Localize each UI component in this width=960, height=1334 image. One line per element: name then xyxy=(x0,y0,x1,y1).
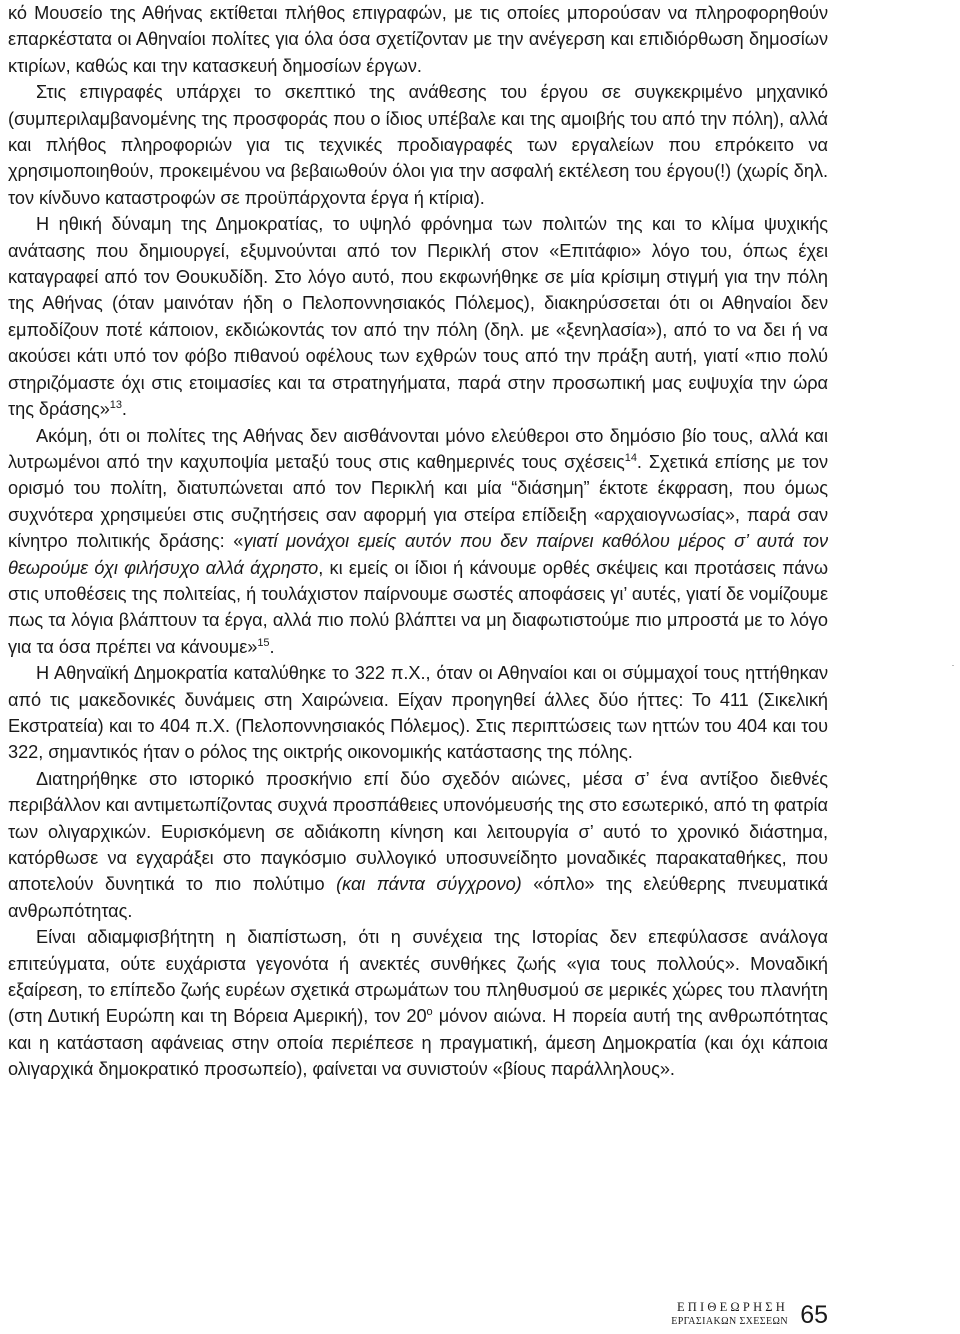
text-run: . Σχετικά επίσης με τον ορισμό του πολίτη, διατυπώνεται από τον Περικλή και μία “διάσημη” έκτοτε έκφραση, που όμως συχνότερα χρησιμεύει στις συζητήσεις σαν αφορμή για στείρα επίδειξη «αρχαιογνωσίας», παρά σαν κίνητρο πολιτικής δράσης: « xyxy=(8,451,828,552)
text-run: Διατηρήθηκε στο ιστορικό προσκήνιο επί δύο σχεδόν αιώνες, μέσα σ’ ένα αντίξοο διεθνές περιβάλλον και αντιμετωπίζοντας συχνά προσπάθειες υπονόμευσής της στο εσωτερικό, από τη φατρία των ολιγαρχικών. Ευρισκόμενη σε αδιάκοπη κίνηση και λειτουργία σ’ αυτό το χρονικό διάστημα, κατόρθωσε να εγχαράξει στο παγκόσμιο συλλογικό υποσυνείδητο μοναδικές παρακαταθήκες, που αποτελούν δυνητικά το πιο πολύτιμο xyxy=(8,768,828,895)
footnote-ref: 13 xyxy=(109,399,122,412)
footnote-ref: 15 xyxy=(257,636,270,649)
page-footer xyxy=(668,1298,828,1332)
page-number: 65 xyxy=(800,1301,828,1329)
paragraph xyxy=(8,0,828,79)
text-run: μόνον αιώνα. Η πορεία αυτή της ανθρωπότητας και η κατάσταση αφάνειας στην οποία περιέπεσε η πραγματική, άμεση Δημοκρατία (και όχι κάποια ολιγαρχικά δημοκρατικό προσωπείο), φαίνεται να συνιστούν «βίους παράλληλους». xyxy=(8,1006,828,1080)
paragraph xyxy=(8,423,828,661)
text-run: κό Μουσείο της Αθήνας εκτίθεται πλήθος επιγραφών, με τις οποίες μπορούσαν να πληροφορηθούν επαρκέστατα οι Αθηναίοι πολίτες για όλα όσα σχετίζονταν με την ανέγερση και επιδιόρθωση δημοσίων κτιρίων, καθώς και την κατασκευή δημοσίων έργων. xyxy=(8,3,828,76)
footnote-ref: 14 xyxy=(624,451,637,464)
paragraph xyxy=(8,766,828,924)
paragraph xyxy=(8,211,828,422)
text-run: . xyxy=(269,636,275,657)
text-run: , κι εμείς οι ίδιοι ή κάνουμε ορθές σκέψεις και προτάσεις πάνω στις υποθέσεις της πολιτείας, ή τουλάχιστον παίρνουμε σωστές αποφάσεις γι’ αυτές, γιατί δε νομίζουμε πως τα λόγια βλάπτουν τα έργα, αλλά πιο πολύ βλάπτει να μη διαφωτιστούμε πιο μπροστά με το λόγο για τα όσα πρέπει να κάνουμε» xyxy=(8,557,829,657)
text-run: «όπλο» της ελεύθερης πνευματικά ανθρωπότητας. xyxy=(8,874,828,921)
italic-run: γιατί μονάχοι εμείς αυτόν που δεν παίρνει καθόλου μέρος σ’ αυτά τον θεωρούμε όχι φιλήσυχο αλλά άχρηστο xyxy=(8,531,828,578)
italic-run: (και πάντα σύγχρονο) xyxy=(336,874,522,895)
article-body xyxy=(8,0,828,1083)
paragraph xyxy=(8,79,828,211)
journal-title-line2: ΕΡΓΑΣΙΑΚΩΝ ΣΧΕΣΕΩΝ xyxy=(671,1316,788,1327)
text-run: . xyxy=(121,399,127,420)
scan-speck xyxy=(952,665,954,666)
text-run: Στις επιγραφές υπάρχει το σκεπτικό της ανάθεσης του έργου σε συγκεκριμένο μηχανικό (συμπεριλαμβανομένης της προσφοράς που ο ίδιος υπέβαλε και της αμοιβής του από την πόλη), αλλά και πλήθος πληροφοριών για τις τεχνικές προδιαγραφές των εργαλείων που επρόκειτο να χρησιμοποιηθούν, προκειμένου να βεβαιωθούν όλοι για την ασφαλή εκτέλεση του έργου(!) (χωρίς δηλ. τον κίνδυνο καταστροφών σε προϋπάρχοντα έργα ή κτίρια). xyxy=(8,82,828,208)
journal-title-line1: ΕΠΙΘΕΩΡΗΣΗ xyxy=(676,1300,788,1314)
text-run: Είναι αδιαμφισβήτητη η διαπίστωση, ότι η συνέχεια της Ιστορίας δεν επεφύλασσε ανάλογα επιτεύγματα, ούτε ευχάριστα γεγονότα ή ανεκτές συνθήκες ζωής «για τους πολλούς». Μοναδική εξαίρεση, το επίπεδο ζωής ευρέων σχετικά στρωμάτων του πληθυσμού σε μερικές χώρες του πλανήτη (στη Δυτική Ευρώπη και τη Βόρεια Αμερική), τον 20 xyxy=(8,927,828,1027)
paragraph xyxy=(8,924,828,1082)
text-run: Η ηθική δύναμη της Δημοκρατίας, το υψηλό φρόνημα των πολιτών της και το κλίμα ψυχικής ανάτασης που δημιουργεί, εξυμνούνται από τον Περικλή στον «Επιτάφιο» λόγο του, όπως έχει καταγραφεί από τον Θουκυδίδη. Στο λόγο αυτό, που εκφωνήθηκε σε μία κρίσιμη στιγμή για την πόλη της Αθήνας (όταν μαινόταν ήδη ο Πελοποννησιακός Πόλεμος), διακηρύσσεται ότι οι Αθηναίοι δεν εμποδίζουν ποτέ κάποιον, εκδιώκοντάς τον από την πόλη (δηλ. με «ξενηλασία»), από το να δει ή να ακούσει κάτι υπό τον φόβο πιθανού οφέλους των εχθρών τους από την πράξη αυτή, γιατί «πιο πολύ στηριζόμαστε όχι στις ετοιμασίες και τα στρατηγήματα, παρά στην προσωπική μας ευψυχία την ώρα της δράσης» xyxy=(8,214,828,420)
paragraph xyxy=(8,660,828,766)
footnote-ref: ο xyxy=(426,1006,433,1019)
text-run: Η Αθηναϊκή Δημοκρατία καταλύθηκε το 322 π.Χ., όταν οι Αθηναίοι και οι σύμμαχοί τους ηττήθηκαν από τις μακεδονικές δυνάμεις στη Χαιρώνεια. Είχαν προηγηθεί άλλες δύο ήττες: Το 411 (Σικελική Εκστρατεία) και το 404 π.Χ. (Πελοποννησιακός Πόλεμος). Στις περιπτώσεις των ηττών του 404 και του 322, σημαντικός ήταν ο ρόλος της οικτρής οικονομικής κατάστασης της πόλης. xyxy=(8,663,828,763)
text-run: Ακόμη, ότι οι πολίτες της Αθήνας δεν αισθάνονται μόνο ελεύθεροι στο δημόσιο βίο τους, αλλά και λυτρωμένοι από την καχυποψία μεταξύ τους στις καθημερινές τους σχέσεις xyxy=(8,425,828,472)
